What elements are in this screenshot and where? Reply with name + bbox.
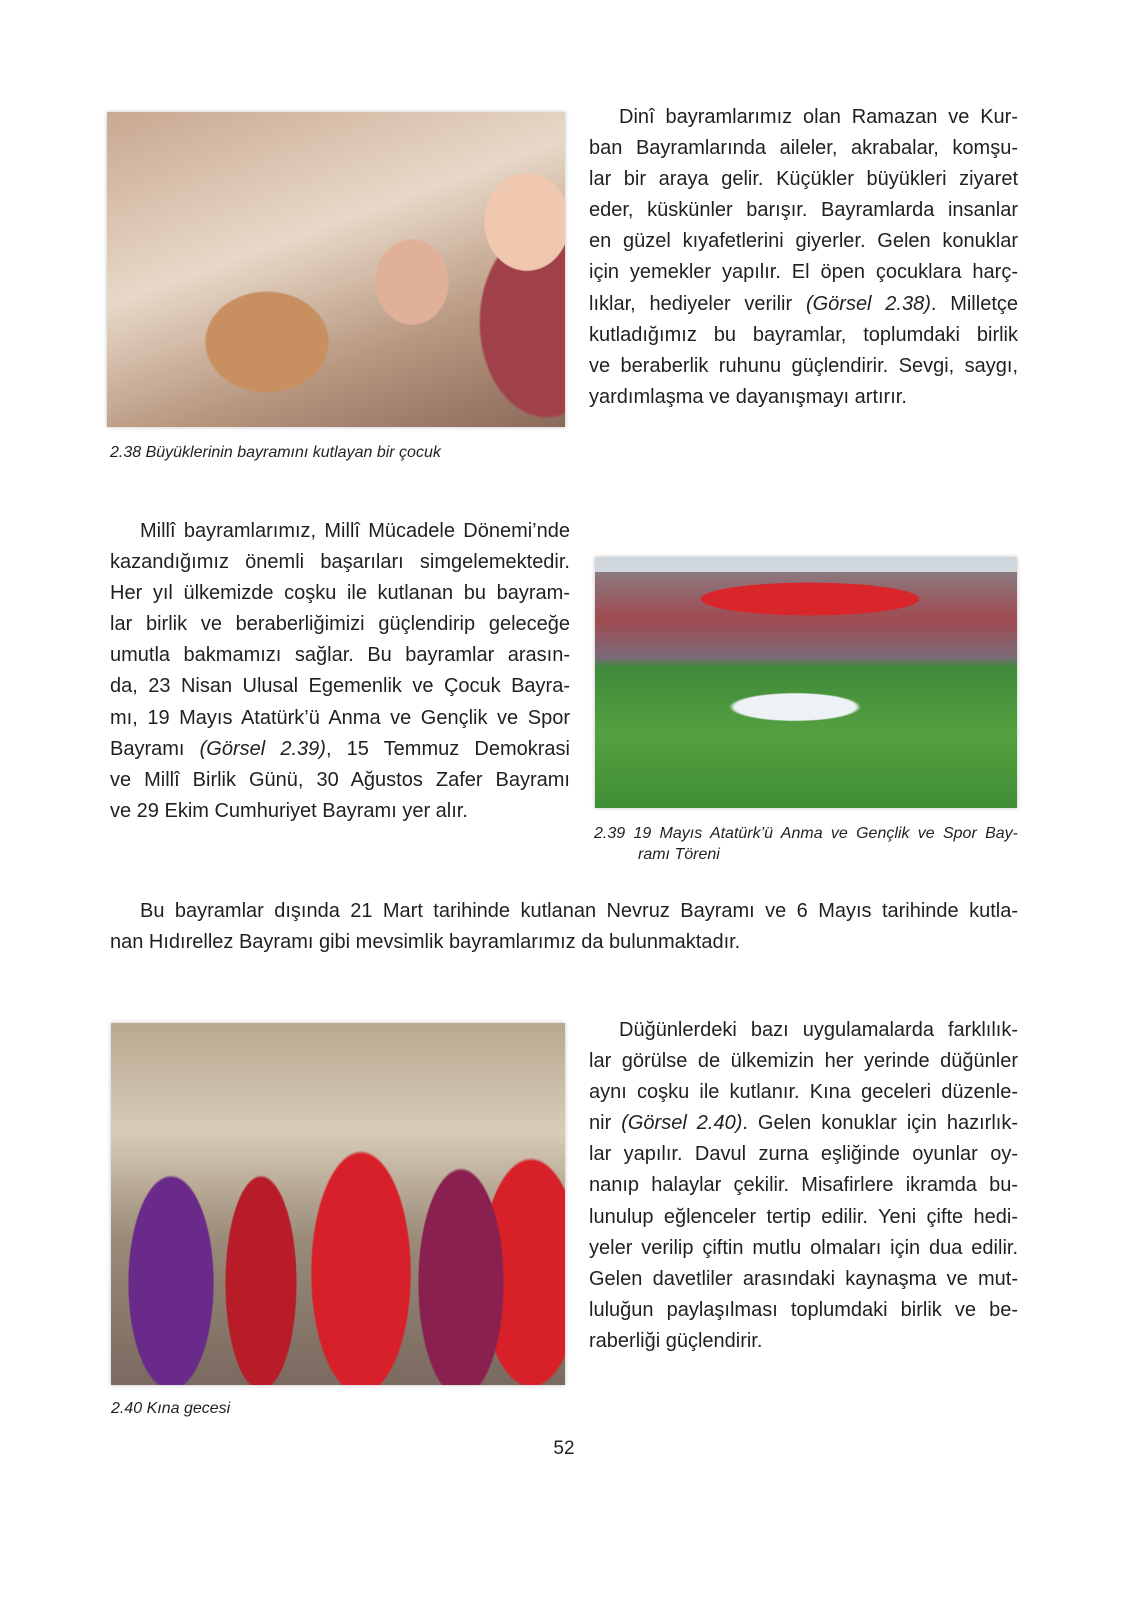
text-segment: Millî bayramlarımız, Millî Mücadele Dönemi’nde xyxy=(140,520,570,542)
photo-child-kissing-elders-hand xyxy=(107,112,565,427)
caption-2-40: 2.40 Kına gecesi xyxy=(111,1400,231,1417)
text-line xyxy=(589,320,1018,351)
text-line xyxy=(589,102,1018,133)
text-segment: raberliği güçlendirir. xyxy=(589,1329,763,1352)
text-line xyxy=(589,382,1018,413)
text-segment: lar bir araya gelir. Küçükler büyükleri ziyaret xyxy=(589,168,1018,191)
caption-2-38: 2.38 Büyüklerinin bayramını kutlayan bir çocuk xyxy=(110,444,441,461)
text-line xyxy=(589,351,1018,382)
text-line xyxy=(110,734,570,765)
caption-line: ramı Töreni xyxy=(638,846,720,863)
text-segment: mı, 19 Mayıs Atatürk’ü Anma ve Gençlik ve Spor xyxy=(110,706,570,729)
caption-line: 2.39 19 Mayıs Atatürk’ü Anma ve Gençlik ve Spor Bay- xyxy=(594,825,1018,842)
text-segment: yardımlaşma ve dayanışmayı artırır. xyxy=(589,385,907,408)
figure-reference: (Görsel 2.40) xyxy=(621,1112,743,1135)
text-line xyxy=(589,1170,1018,1201)
text-segment: Düğünlerdeki bazı uygulamalarda farklılık- xyxy=(619,1019,1018,1041)
text-line xyxy=(589,1202,1018,1233)
text-segment: lar görülse de ülkemizin her yerinde düğünler xyxy=(589,1050,1018,1073)
photo-henna-night xyxy=(111,1023,565,1385)
text-segment: eder, küskünler barışır. Bayramlarda insanlar xyxy=(589,199,1018,222)
text-segment: yeler verilip çiftin mutlu olmaları için dua edilir. xyxy=(589,1236,1018,1259)
text-segment: Bayramı xyxy=(110,737,200,760)
text-segment: ve Millî Birlik Günü, 30 Ağustos Zafer Bayramı xyxy=(110,768,570,791)
text-segment: nir xyxy=(589,1112,622,1135)
caption-2-39 xyxy=(594,823,1018,865)
text-segment: lıklar, hediyeler verilir xyxy=(589,292,806,315)
text-line xyxy=(110,640,570,671)
text-line xyxy=(589,1139,1018,1170)
paragraph-seasonal-holidays xyxy=(110,896,1018,958)
text-line xyxy=(589,164,1018,195)
text-segment: lar yapılır. Davul zurna eşliğinde oyunlar oy- xyxy=(589,1143,1018,1166)
text-segment: Her yıl ülkemizde coşku ile kutlanan bu bayram- xyxy=(110,582,570,605)
text-segment: . Gelen konuklar için hazırlık- xyxy=(742,1112,1018,1135)
text-line xyxy=(589,1233,1018,1264)
text-segment: , 15 Temmuz Demokrasi xyxy=(325,737,570,760)
text-line xyxy=(110,703,570,734)
text-segment: aynı coşku ile kutlanır. Kına geceleri düzenle- xyxy=(589,1081,1018,1104)
paragraph-weddings xyxy=(589,1015,1018,1357)
text-line xyxy=(110,896,1018,927)
paragraph-religious-holidays xyxy=(589,102,1018,413)
text-segment: için yemekler yapılır. El öpen çocuklara harç- xyxy=(589,261,1018,284)
text-line xyxy=(589,289,1018,320)
text-segment: en güzel kıyafetlerini giyerler. Gelen konuklar xyxy=(589,230,1018,253)
text-segment: lar birlik ve beraberliğimizi güçlendirip geleceğe xyxy=(110,613,570,636)
text-segment: nan Hıdırellez Bayramı gibi mevsimlik bayramlarımız da bulunmaktadır. xyxy=(110,931,741,954)
text-line xyxy=(589,226,1018,257)
text-segment: ve beraberlik ruhunu güçlendirir. Sevgi, saygı, xyxy=(589,354,1018,377)
paragraph-national-holidays xyxy=(110,516,570,827)
text-line xyxy=(589,1077,1018,1108)
page-number: 52 xyxy=(553,1438,575,1459)
text-segment: ban Bayramlarında aileler, akrabalar, komşu- xyxy=(589,137,1018,160)
text-segment: Gelen davetliler arasındaki kaynaşma ve mut- xyxy=(589,1267,1018,1290)
text-segment: kazandığımız önemli başarıları simgelemektedir. xyxy=(110,551,570,574)
text-segment: da, 23 Nisan Ulusal Egemenlik ve Çocuk Bayra- xyxy=(110,675,570,698)
text-line xyxy=(110,765,570,796)
text-line xyxy=(589,133,1018,164)
text-line xyxy=(589,195,1018,226)
text-line xyxy=(110,671,570,702)
text-line xyxy=(110,516,570,547)
text-segment: Dinî bayramlarımız olan Ramazan ve Kur- xyxy=(619,106,1018,128)
text-segment: . Milletçe xyxy=(930,292,1018,315)
text-line xyxy=(110,547,570,578)
figure-reference: (Görsel 2.39) xyxy=(199,737,326,760)
text-segment: luluğun paylaşılması toplumdaki birlik ve be- xyxy=(589,1298,1018,1321)
figure-reference: (Görsel 2.38) xyxy=(805,292,931,315)
text-line xyxy=(110,578,570,609)
text-line xyxy=(589,1326,1018,1357)
text-line xyxy=(589,1046,1018,1077)
text-segment: nanıp halaylar çekilir. Misafirlere ikramda bu- xyxy=(589,1174,1018,1197)
text-segment: Bu bayramlar dışında 21 Mart tarihinde kutlanan Nevruz Bayramı ve 6 Mayıs tarihinde kutla- xyxy=(140,900,1018,922)
text-line xyxy=(589,1295,1018,1326)
text-line xyxy=(589,1108,1018,1139)
text-line xyxy=(110,927,1018,958)
text-line xyxy=(110,609,570,640)
photo-19-mayis-ceremony xyxy=(595,557,1017,808)
text-segment: umutla bakmamızı sağlar. Bu bayramlar arasın- xyxy=(110,644,570,667)
text-line xyxy=(110,796,570,827)
text-line xyxy=(589,1015,1018,1046)
text-line xyxy=(589,257,1018,288)
text-segment: lunulup eğlenceler tertip edilir. Yeni çifte hedi- xyxy=(589,1205,1018,1228)
text-segment: ve 29 Ekim Cumhuriyet Bayramı yer alır. xyxy=(110,799,468,822)
text-segment: kutladığımız bu bayramlar, toplumdaki birlik xyxy=(589,323,1018,346)
text-line xyxy=(589,1264,1018,1295)
